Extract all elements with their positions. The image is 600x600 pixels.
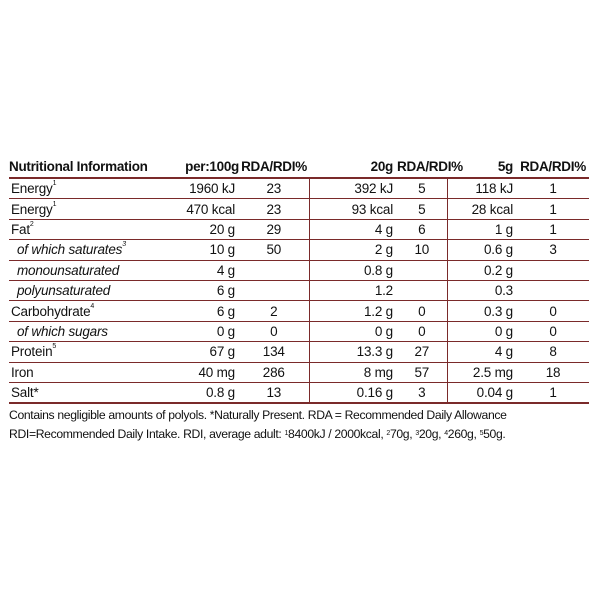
rda-per20: 5 (397, 199, 447, 219)
header-per5: 5g (497, 159, 513, 174)
rda-per20: 6 (397, 219, 447, 239)
nutrient-label (9, 240, 169, 260)
value-per20: 0.8 g (309, 260, 397, 280)
nutrient-footnote-ref: 1 (52, 200, 57, 208)
value-per5: 0.3 (447, 280, 517, 300)
header-rda100: RDA/RDI% (241, 159, 307, 174)
value-per5: 0.3 g (447, 301, 517, 321)
rda-per100: 50 (239, 240, 309, 260)
rda-per100: 286 (239, 362, 309, 382)
nutrient-name: Energy (11, 181, 53, 197)
value-per20: 13.3 g (309, 342, 397, 362)
value-per100: 6 g (169, 301, 239, 321)
rda-per5: 3 (517, 240, 589, 260)
value-per100: 4 g (169, 260, 239, 280)
rda-per100: 13 (239, 382, 309, 403)
rda-per5: 18 (517, 362, 589, 382)
footnote-energy: 8400kJ / 2000kcal, (288, 426, 387, 441)
rda-per20 (397, 280, 447, 300)
footnote-protein: 50g. (483, 426, 506, 441)
value-per100: 40 mg (169, 362, 239, 382)
value-per20: 1.2 g (309, 301, 397, 321)
value-per100: 20 g (169, 219, 239, 239)
value-per20: 93 kcal (309, 199, 397, 219)
header-rda5: RDA/RDI% (520, 159, 586, 174)
nutrient-label (9, 178, 169, 199)
value-per20: 0 g (309, 321, 397, 341)
nutrient-footnote-ref: 5 (52, 343, 57, 351)
rda-per5: 1 (517, 199, 589, 219)
rda-per100 (239, 280, 309, 300)
rda-per5: 0 (517, 321, 589, 341)
rda-per100: 23 (239, 178, 309, 199)
nutrition-panel (9, 151, 589, 443)
value-per5: 4 g (447, 342, 517, 362)
footnote-line-1: Contains negligible amounts of polyols. *Naturally Present. RDA = Recommended Daily Allowance (9, 408, 507, 423)
header-per100: per:100g (185, 159, 239, 174)
table-row (9, 219, 589, 239)
rda-per5 (517, 260, 589, 280)
rda-per5: 1 (517, 382, 589, 403)
value-per5: 118 kJ (447, 178, 517, 199)
table-row (9, 240, 589, 260)
value-per20: 1.2 (309, 280, 397, 300)
value-per5: 2.5 mg (447, 362, 517, 382)
rda-per20: 3 (397, 382, 447, 403)
rda-per20: 10 (397, 240, 447, 260)
nutrient-name: Fat (11, 221, 30, 237)
rda-per20: 57 (397, 362, 447, 382)
rda-per5: 0 (517, 301, 589, 321)
nutrient-name: Protein (11, 344, 53, 360)
header-per20: 20g (370, 159, 393, 174)
value-per5: 0.6 g (447, 240, 517, 260)
header-label: Nutritional Information (9, 159, 148, 174)
rda-per100: 29 (239, 219, 309, 239)
value-per100: 0 g (169, 321, 239, 341)
table-row (9, 260, 589, 280)
value-per20: 8 mg (309, 362, 397, 382)
nutrient-name: Iron (11, 364, 34, 380)
rda-per20: 5 (397, 178, 447, 199)
footnote-line-2 (9, 425, 589, 444)
value-per100: 1960 kJ (169, 178, 239, 199)
value-per100: 0.8 g (169, 382, 239, 403)
footnote-sup-2: 2 (386, 429, 390, 437)
table-header-row (9, 151, 589, 178)
table-row (9, 301, 589, 321)
footnote-fat: 70g, (389, 426, 416, 441)
nutrient-name: Carbohydrate (11, 303, 91, 319)
nutrient-footnote-ref: 3 (122, 241, 126, 249)
table-row (9, 362, 589, 382)
value-per100: 6 g (169, 280, 239, 300)
value-per5: 0.2 g (447, 260, 517, 280)
footnote-carbohydrate: 260g, (447, 426, 480, 441)
footnote-sup-4: 4 (444, 429, 448, 437)
table-row (9, 280, 589, 300)
rda-per5 (517, 280, 589, 300)
rda-per20 (397, 260, 447, 280)
value-per5: 28 kcal (447, 199, 517, 219)
footnote-sup-1: 1 (284, 429, 289, 437)
rda-per100: 0 (239, 321, 309, 341)
nutrient-label (9, 382, 169, 403)
nutrient-label (9, 199, 169, 219)
rda-per5: 8 (517, 342, 589, 362)
nutrient-name: monounsaturated (17, 262, 120, 278)
value-per100: 67 g (169, 342, 239, 362)
nutrient-label (9, 342, 169, 362)
table-row (9, 178, 589, 199)
value-per100: 470 kcal (169, 199, 239, 219)
nutrient-label (9, 301, 169, 321)
nutrient-name: of which sugars (17, 323, 108, 339)
rda-per100: 23 (239, 199, 309, 219)
footnote (9, 406, 589, 443)
nutrient-label (9, 362, 169, 382)
footnote-sup-3: 3 (415, 429, 419, 437)
footnote-rdi-intro: RDI=Recommended Daily Intake. RDI, average adult: (9, 426, 285, 441)
value-per5: 0.04 g (447, 382, 517, 403)
table-row (9, 382, 589, 403)
nutrition-table (9, 151, 589, 404)
rda-per5: 1 (517, 178, 589, 199)
value-per5: 1 g (447, 219, 517, 239)
nutrient-footnote-ref: 4 (90, 302, 95, 310)
nutrient-name: polyunsaturated (17, 283, 111, 299)
table-row (9, 342, 589, 362)
value-per20: 2 g (309, 240, 397, 260)
footnote-saturates: 20g, (418, 426, 445, 441)
value-per100: 10 g (169, 240, 239, 260)
rda-per100 (239, 260, 309, 280)
nutrient-footnote-ref: 2 (29, 220, 34, 228)
value-per20: 4 g (309, 219, 397, 239)
nutrition-rows (9, 178, 589, 403)
table-row (9, 199, 589, 219)
nutrient-label (9, 260, 169, 280)
value-per20: 392 kJ (309, 178, 397, 199)
nutrient-footnote-ref: 1 (52, 180, 57, 188)
nutrient-name: Energy (11, 201, 53, 217)
table-row (9, 321, 589, 341)
rda-per100: 2 (239, 301, 309, 321)
footnote-sup-5: 5 (479, 429, 484, 437)
nutrient-name: of which saturates (17, 242, 123, 258)
rda-per20: 0 (397, 321, 447, 341)
value-per20: 0.16 g (309, 382, 397, 403)
nutrient-label (9, 280, 169, 300)
header-rda20: RDA/RDI% (397, 159, 463, 174)
rda-per5: 1 (517, 219, 589, 239)
nutrient-label (9, 219, 169, 239)
value-per5: 0 g (447, 321, 517, 341)
nutrient-label (9, 321, 169, 341)
nutrient-name: Salt* (11, 385, 39, 401)
rda-per20: 27 (397, 342, 447, 362)
rda-per20: 0 (397, 301, 447, 321)
rda-per100: 134 (239, 342, 309, 362)
